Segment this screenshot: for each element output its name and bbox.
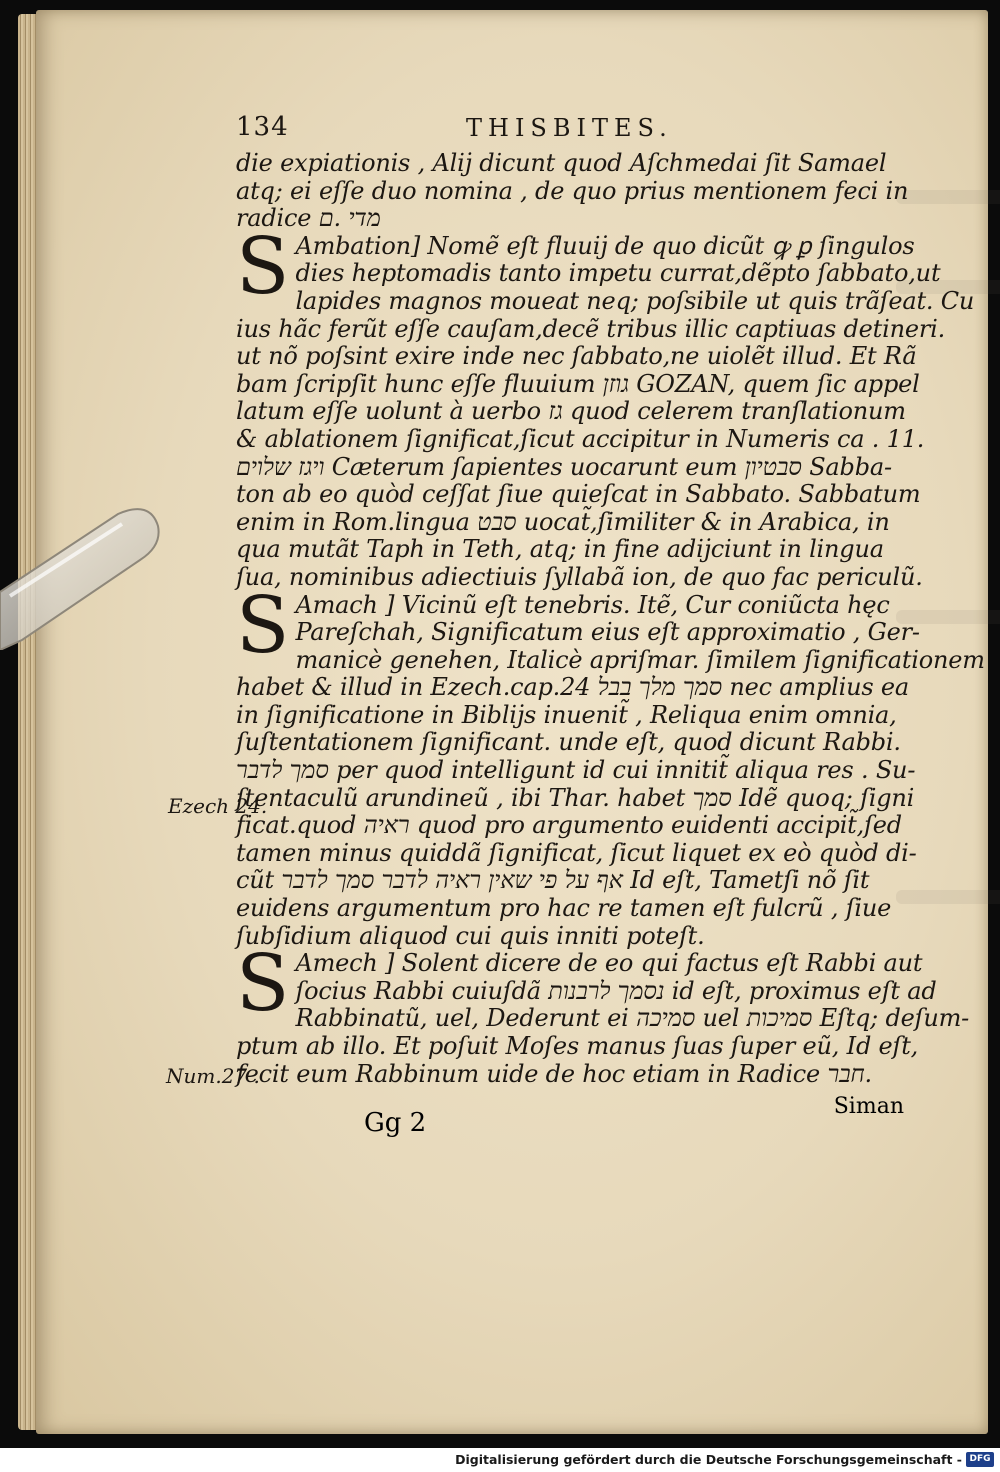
text-block xyxy=(236,112,985,1088)
text-line: atq; ei eſſe duo nomina , de quo prius mentionem feci in xyxy=(236,176,909,205)
text-line: enim in Rom.lingua סבט uocat̃,ſimiliter & in Arabica, in xyxy=(236,507,890,536)
text-line: dies heptomadis tanto impetu currat,dẽpto ſabbato,ut xyxy=(295,259,941,288)
text-line: lapides magnos moueat neq; poſsibile ut quis trãſeat. Cu xyxy=(295,286,975,315)
text-line: Amach ] Vicinũ eſt tenebris. Itẽ, Cur coniũcta hęc xyxy=(295,590,890,619)
text-line: ut nõ poſsint exire inde nec ſabbato,ne uiolẽt illud. Et Rã xyxy=(236,342,917,371)
text-line: euidens argumentum pro hac re tamen eſt fulcrũ , ſiue xyxy=(236,894,892,923)
drop-cap: S xyxy=(236,580,290,671)
entry-samech xyxy=(236,939,970,1088)
marginal-note-ezech: Ezech 24. xyxy=(168,794,268,818)
text-line: habet & illud in Ezech.cap.24 סמך מלך בבל nec amplius ea xyxy=(236,673,910,702)
text-line: ſuſtentationem ſignificant. unde eſt, quod dicunt Rabbi. xyxy=(236,728,901,757)
text-line: qua mutãt Taph in Teth, atq; in fine adiȷ̇ciunt in lingua xyxy=(236,535,884,564)
catchword: Siman xyxy=(833,1094,904,1119)
credit-text: Digitalisierung gefördert durch die Deutsche Forschungsgemeinschaft - xyxy=(455,1452,962,1467)
text-line: Pareſchah, Significatum eius eſt approximatio , Ger- xyxy=(295,618,920,647)
text-line: ſtentaculũ arundineũ , ibi Thar. habet סמך Idẽ quoq; ſigni xyxy=(236,783,915,812)
text-line: ſubſidium aliquod cui quis inniti poteſt. xyxy=(236,921,705,950)
page-header xyxy=(236,112,836,150)
signature-mark: Gg 2 xyxy=(364,1108,427,1138)
drop-cap: S xyxy=(236,939,290,1030)
entry-continuation xyxy=(236,150,926,233)
text-line: tamen minus quiddã ſignificat, ſicut liquet ex eò quòd di- xyxy=(236,838,917,867)
glass-page-holder xyxy=(0,500,170,650)
text-line: fecit eum Rabbinum uide de hoc etiam in Radice חבר. xyxy=(236,1059,872,1088)
text-line: cũt אף על פי שאין ראיה לדבר סמך לדבר Id eſt, Tametſi nõ ſit xyxy=(236,866,870,895)
drop-cap: S xyxy=(236,221,290,312)
page-number: 134 xyxy=(236,112,289,142)
text-line: latum eſſe uolunt à uerbo גז quod celerem tranſlationum xyxy=(236,397,906,426)
marginal-note-num: Num.27 . xyxy=(166,1064,260,1088)
running-head: THISBITES. xyxy=(466,114,673,142)
text-line: ptum ab illo. Et poſuit Moſes manus ſuas ſuper eũ, Id eſt, xyxy=(236,1032,919,1060)
text-line: & ablationem ſignificat,ſicut accipitur in Numeris ca . 11. xyxy=(236,424,925,453)
page-footer xyxy=(364,1094,904,1142)
text-line: in ſignificatione in Bibliȷ̇s inuenit̃ , Reliqua enim omnia, xyxy=(236,700,897,729)
text-line: ficat.quod ראיה quod pro argumento euidenti accipit̃,ſed xyxy=(236,811,902,840)
text-line: ius hãc ferũt eſſe cauſam,decẽ tribus illic captiuas detineri. xyxy=(236,314,946,343)
dfg-logo: DFG xyxy=(966,1452,994,1467)
text-line: ſua, nominibus adiectiuis ſyllabã ion, de quo fac periculũ. xyxy=(236,562,923,591)
text-line: ויגז שלוים Cæterum ſapientes uocarunt eum סבטיון Sabba- xyxy=(236,452,892,481)
text-line: Rabbinatũ, uel, Dederunt ei סמיכה uel סמיכות Eſtq; deſum- xyxy=(295,1004,970,1033)
text-line: ton ab eo quòd ceſſat ſiue quieſcat in Sabbato. Sabbatum xyxy=(236,480,921,509)
text-line: סמך לדבר per quod intelligunt id cui innitit̃ aliqua res . Su- xyxy=(236,756,916,785)
entry-sambation xyxy=(236,221,975,592)
entry-samach xyxy=(236,580,985,951)
text-line: die expiationis , Aliȷ̇ dicunt quod Aſchmedai ſit Samael xyxy=(236,149,887,177)
text-line: ſocius Rabbi cuiuſdã נסמך לרבנות id eſt, proximus eſt ad xyxy=(295,976,937,1005)
text-line: radice מדי .ם xyxy=(236,204,381,233)
text-line: bam ſcripſit hunc eſſe fluuium גוזן GOZAN, quem ſic appel xyxy=(236,369,920,398)
text-line: Ambation] Nomẽ eſt fluuiȷ̇ de quo dicũt ꝙ ꝑ ſingulos xyxy=(295,231,915,260)
text-line: manicè genehen, Italicè apriſmar. ſimilem ſignificationem xyxy=(295,645,985,674)
digitization-credit-bar xyxy=(0,1448,1000,1472)
text-line: Amech ] Solent dicere de eo qui factus eſt Rabbi aut xyxy=(295,949,923,978)
